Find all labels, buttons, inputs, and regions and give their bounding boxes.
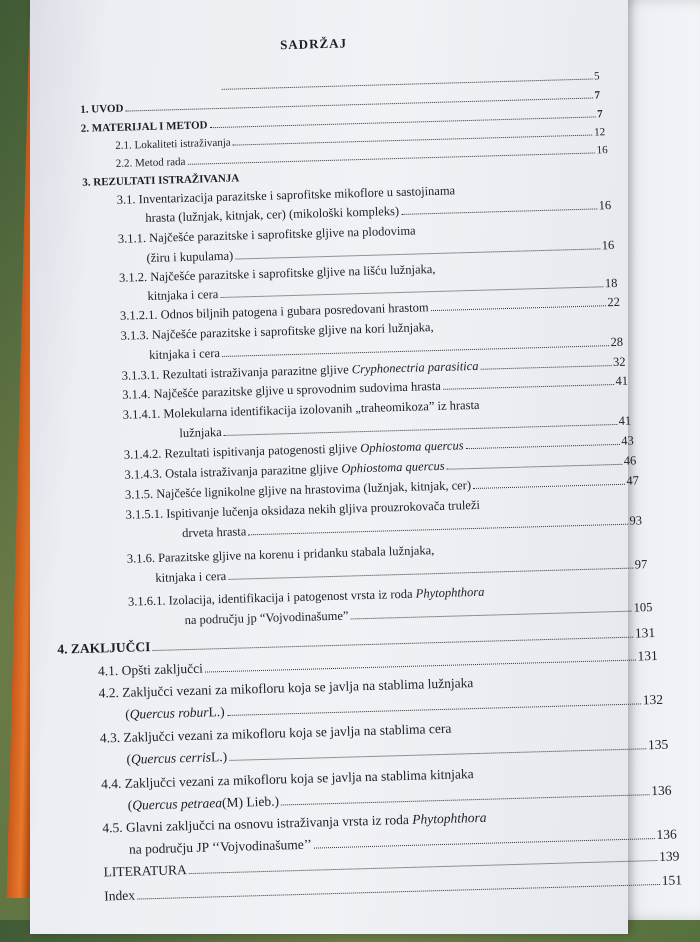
page-number: 7 (594, 89, 601, 102)
toc-entry-3-1-6-line1: 3.1.6. Parazitske gljive na korenu i pridanku stabala lužnjaka, (126, 543, 435, 566)
entry-label: 1. UVOD (80, 102, 124, 116)
entry-label: 3.1.5. Najčešće lignikolne gljive na hrastovima (lužnjak, kitnjak, cer) (124, 478, 472, 502)
page-title: SADRŽAJ (279, 35, 348, 53)
authority: (M) Lieb.) (221, 793, 280, 811)
species-name: Ophiostoma quercus (360, 438, 464, 456)
page-number: 151 (661, 872, 683, 888)
page-number: 22 (607, 294, 621, 310)
page-number: 97 (634, 557, 648, 572)
entry-label: kitnjaka i cera (155, 568, 227, 585)
page-number: 16 (596, 144, 608, 157)
page-number: 16 (601, 237, 615, 253)
page-number: 46 (623, 453, 637, 468)
page-number: 5 (593, 70, 600, 83)
species-name: Ophiostoma quercus (341, 458, 445, 476)
species-name: Quercus cerris (130, 749, 212, 767)
toc-entry-4-4-line1: 4.4. Zaključci vezani za mikofloru koja se javlja na stablima kitnjaka (100, 766, 474, 792)
toc-entry-3-1-5-1-line1: 3.1.5.1. Ispitivanje lučenja oksidaza nekih gljiva prouzrokovača truleži (125, 497, 481, 522)
authority: L.) (210, 748, 228, 765)
authority: L.) (208, 704, 225, 720)
page-number: 132 (642, 691, 664, 708)
entry-label: kitnjaka i cera (148, 346, 221, 363)
toc-entry-3-1-line1: 3.1. Inventarizacija parazitske i saprofitske mikoflore u sastojinama (116, 183, 456, 207)
page-number: 28 (610, 334, 624, 350)
entry-label: 3.1.4.3. Ostala istraživanja parazitne gljive (124, 461, 339, 482)
toc-entry-top (220, 70, 600, 93)
entry-label: 2.2. Metod rada (115, 155, 186, 170)
toc-entry-3-1-3-line1: 3.1.3. Najčešće parazitske i saprofitske gljive na kori lužnjaka, (120, 320, 434, 343)
toc-entry-rezultati: 3. REZULTATI ISTRAŽIVANJA (82, 172, 240, 189)
species-name: Quercus petraea (132, 795, 223, 813)
book-page (30, 0, 683, 934)
page-number: 41 (618, 413, 632, 428)
toc-entry-3-1-2-line1: 3.1.2. Najčešće parazitske i saprofitske gljive na lišću lužnjaka, (118, 261, 436, 285)
entry-label: 3.1.6.1. Izolacija, identifikacija i patogenost vrsta iz roda (127, 586, 413, 609)
page-number: 18 (604, 275, 618, 291)
page-number: 135 (647, 736, 669, 753)
page-number: 136 (651, 782, 672, 799)
genus-name: Phytophthora (412, 809, 487, 827)
paren-open: ( (126, 751, 132, 767)
entry-label: (žiru i kupulama) (146, 248, 234, 266)
entry-label: 4.1. Opšti zaključci (97, 660, 204, 679)
page-number: 41 (615, 373, 629, 388)
page-number: 47 (626, 473, 640, 488)
species-name: Cryphonectria parasitica (351, 358, 479, 377)
entry-label: 4.5. Glavni zaključci na osnovu istraživanja vrsta iz roda (102, 811, 410, 836)
entry-label: 3.1.4. Najčešće parazitske gljive u sprovodnim sudovima hrasta (122, 378, 442, 402)
page-number: 131 (637, 647, 658, 664)
entry-label: 2. MATERIJAL I METOD (80, 119, 208, 135)
paren-open: ( (124, 706, 130, 722)
entry-label: 2.1. Lokaliteti istraživanja (115, 136, 231, 152)
page-number: 32 (612, 354, 626, 370)
entry-label: kitnjaka i cera (147, 287, 219, 304)
page-number: 16 (598, 198, 612, 213)
toc-entry-4-2-line1: 4.2. Zaključci vezani za mikofloru koja se javlja na stablima lužnjaka (98, 675, 474, 701)
entry-label: na području JP ‘‘Vojvodinašume’’ (128, 836, 312, 857)
species-name: Quercus robur (129, 704, 209, 722)
page-number: 93 (629, 513, 643, 528)
toc-entry-4-3-line1: 4.3. Zaključci vezani za mikofloru koja se javlja na stablima cera (99, 720, 452, 746)
page-number: 12 (593, 126, 606, 139)
page-number: 136 (656, 826, 677, 843)
entry-label: 3.1.3.1. Rezultati istraživanja parazitne gljive (121, 362, 349, 383)
entry-label: drveta hrasta (181, 524, 247, 541)
page-number: 131 (634, 624, 656, 641)
page-number: 139 (658, 848, 680, 864)
entry-label: 4. ZAKLJUČCI (57, 639, 151, 657)
entry-label: LITERATURA (103, 862, 188, 880)
entry-label: 3.1.2.1. Odnos biljnih patogena i gubara posredovani hrastom (119, 300, 429, 323)
entry-label: 3.1.4.2. Rezultati ispitivanja patogenosti gljive (123, 441, 358, 462)
page-number: 7 (596, 108, 603, 121)
paren-open: ( (127, 797, 133, 813)
entry-label: Index (104, 887, 136, 904)
toc-entry-3-1-4-1-line1: 3.1.4.1. Molekularna identifikacija izolovanih „traheomikoza” iz hrasta (122, 397, 480, 422)
toc-entry-3-1-1-line1: 3.1.1. Najčešće parazitske i saprofitske gljive na plodovima (117, 223, 416, 246)
page-number: 43 (621, 433, 634, 448)
entry-label: hrasta (lužnjak, kitnjak, cer) (mikološki kompleks) (145, 203, 400, 226)
entry-label: na području jp “Vojvodinašume” (184, 608, 349, 628)
entry-label: lužnjaka (179, 425, 222, 441)
genus-name: Phytophthora (415, 584, 485, 601)
table-of-contents (17, 0, 683, 942)
page-number: 105 (633, 600, 653, 615)
